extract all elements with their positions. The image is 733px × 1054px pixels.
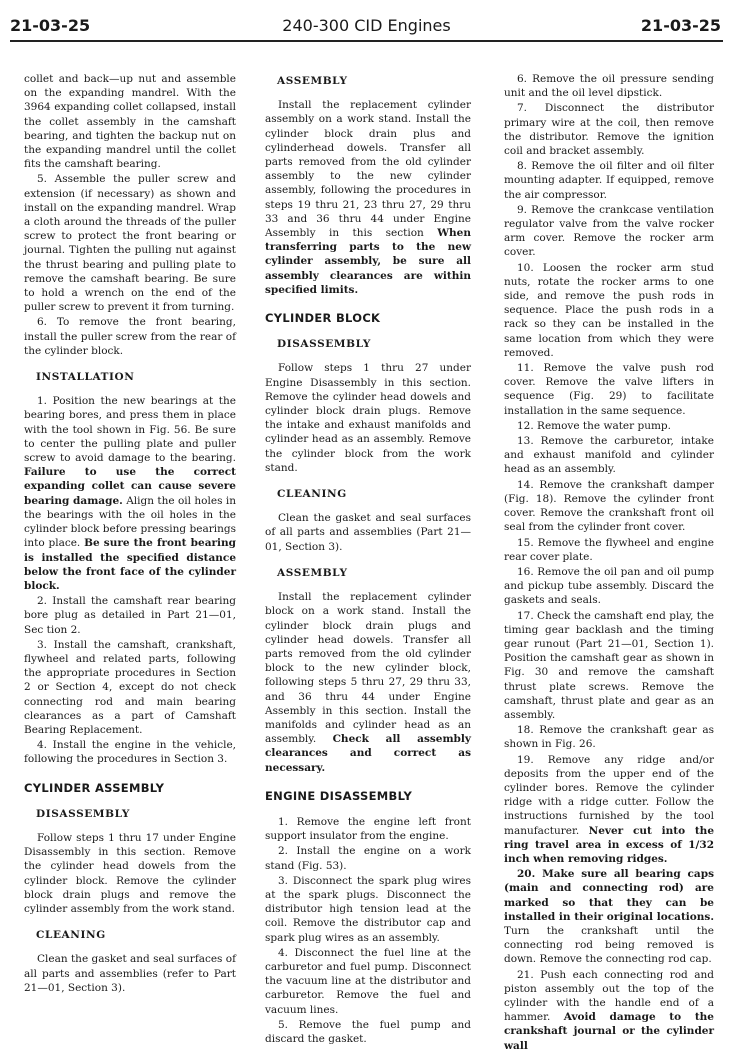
engine-step-1: 1. Remove the engine left front support insulator from the engine.	[265, 815, 471, 843]
heading-assembly-2: ASSEMBLY	[277, 566, 348, 579]
heading-disassembly-2: DISASSEMBLY	[277, 338, 371, 351]
disassembly-text-2: Follow steps 1 thru 27 under Engine Disassembly in this section. Remove the cylinder head dowels and cylinder block drain plugs. Remove the intake and exhaust manifolds and cylinder head as an assembly. Remove the cylinder block from the work stand.	[265, 362, 471, 474]
engine-step-16: 16. Remove the oil pan and oil pump and pickup tube assembly. Discard the gaskets and seals.	[504, 565, 714, 607]
assembly-text: Install the replacement cylinder assembly on a work stand. Install the cylinder block drain plus and cylinderhead dowels. Transfer all parts removed from the old cylinder assembly to the new cylinder assembly, following the procedures in steps 19 thru 21, 23 thru 27, 29 thru 33 and 36 thru 44 under Engine Assembly in this section When transferring parts to the new cylinder assembly, be sure all assembly clearances are within specified limits.	[265, 99, 471, 296]
heading-cleaning-2: CLEANING	[277, 488, 347, 501]
assembly-text-2: Install the replacement cylinder block on a work stand. Install the cylinder block drain plugs and cylinder head dowels. Transfer all parts removed from the old cylinder block to the new cylinder block, following steps 5 thru 27, 29 thru 33, and 36 thru 44 under Engine Assembly in this section. Install the manifolds and cylinder head as an assembly. Check all assembly clearances and correct as necessary.	[265, 591, 471, 774]
engine-step-8: 8. Remove the oil filter and oil filter mounting adapter. If equipped, remove the air compressor.	[504, 160, 714, 201]
engine-step-10: 10. Loosen the rocker arm stud nuts, rotate the rocker arms to one side, and remove the push rods in sequence. Place the push rods in a rack so they can be installed in the same location from which they were removed.	[504, 261, 714, 359]
engine-step-14: 14. Remove the crankshaft damper (Fig. 18). Remove the cylinder front cover. Remove the crankshaft front oil seal from the cylinder front cover.	[504, 478, 714, 534]
heading-cylinder-assembly: CYLINDER ASSEMBLY	[24, 780, 165, 795]
engine-step-7: 7. Disconnect the distributor primary wire at the coil, then remove the distributor. Remove the ignition coil and bracket assembly.	[504, 102, 714, 158]
column-1	[24, 72, 236, 996]
engine-step-21: 21. Push each connecting rod and piston assembly out the top of the cylinder with the handle end of a hammer. Avoid damage to the crankshaft journal or the cylinder wall	[504, 968, 714, 1052]
engine-step-6: 6. Remove the oil pressure sending unit and the oil level dipstick.	[504, 73, 714, 100]
engine-step-9: 9. Remove the crankcase ventilation regulator valve from the valve rocker arm cover. Remove the rocker arm cover.	[504, 203, 714, 259]
column-3	[504, 72, 714, 1054]
page-number-right: 21-03-25	[640, 16, 721, 35]
heading-assembly: ASSEMBLY	[277, 75, 348, 87]
cleaning-text: Clean the gasket and seal surfaces of all parts and assemblies (refer to Part 21—01, Section 3).	[24, 953, 236, 994]
page-number-left: 21-03-25	[10, 16, 91, 35]
disassembly-text: Follow steps 1 thru 17 under Engine Disassembly in this section. Remove the cylinder head dowels from the cylinder block. Remove the cylinder block drain plugs and remove the cylinder assembly from the work stand.	[24, 831, 236, 915]
paragraph: collet and back—up nut and assemble on the expanding mandrel. With the 3964 expanding collet collapsed, install the collet assembly in the camshaft bearing, and tighten the backup nut on the expanding mandrel until the collet fits the camshaft bearing.	[24, 73, 236, 171]
engine-step-17: 17. Check the camshaft end play, the timing gear backlash and the timing gear runout (Part 21—01, Section 1). Position the camshaft gear as shown in Fig. 30 and remove the camshaft thrust plate screws. Remove the camshaft, thrust plate and gear as an assembly.	[504, 609, 714, 721]
engine-step-19: 19. Remove any ridge and/or deposits from the upper end of the cylinder bores. Remove the cylinder ridge with a ridge cutter. Follow the instructions furnished by the tool manufacturer. Never cut into the ring travel area in excess of 1/32 inch when removing ridges.	[504, 753, 714, 865]
install-step-4: 4. Install the engine in the vehicle, following the procedures in Section 3.	[24, 739, 236, 766]
column-2	[265, 68, 471, 1047]
heading-installation: INSTALLATION	[36, 371, 135, 384]
heading-cylinder-block: CYLINDER BLOCK	[265, 311, 381, 326]
step-5: 5. Assemble the puller screw and extension (if necessary) as shown and install on the expanding mandrel. Wrap a cloth around the threads of the puller screw to protect the front bearing or journal. Tighten the pulling nut against the thrust bearing and pulling plate to remove the camshaft bearing. Be sure to hold a wrench on the end of the puller screw to prevent it from turning.	[24, 173, 236, 314]
heading-cleaning: CLEANING	[36, 929, 106, 942]
install-step-3: 3. Install the camshaft, crankshaft, flywheel and related parts, following the appropriate procedures in Section 2 or Section 4, except do not check connecting rod and main bearing clearances as a part of Camshaft Bearing Replacement.	[24, 638, 236, 736]
section-title: 240-300 CID Engines	[282, 16, 451, 35]
page-header	[0, 14, 733, 42]
cleaning-text-2: Clean the gasket and seal surfaces of all parts and assemblies (Part 21—01, Section 3).	[265, 512, 471, 553]
engine-step-15: 15. Remove the flywheel and engine rear cover plate.	[504, 536, 714, 563]
engine-step-11: 11. Remove the valve push rod cover. Remove the valve lifters in sequence (Fig. 29) to facilitate installation in the same sequence.	[504, 362, 714, 417]
engine-step-18: 18. Remove the crankshaft gear as shown in Fig. 26.	[504, 724, 714, 751]
install-step-1: 1. Position the new bearings at the bearing bores, and press them in place with the tool shown in Fig. 56. Be sure to center the pulling plate and puller screw to avoid damage to the bearing. Failure to use the correct expanding collet can cause severe bearing damage. Align the oil holes in the bearings with the oil holes in the cylinder block before pressing bearings into place. Be sure the front bearing is installed the specified distance below the front face of the cylinder block.	[24, 395, 236, 592]
engine-step-13: 13. Remove the carburetor, intake and exhaust manifold and cylinder head as an assembly.	[504, 435, 714, 476]
engine-step-5: 5. Remove the fuel pump and discard the gasket.	[265, 1018, 471, 1045]
heading-engine-disassembly: ENGINE DISASSEMBLY	[265, 788, 413, 803]
step-6: 6. To remove the front bearing, install the puller screw from the rear of the cylinder block.	[24, 316, 236, 357]
engine-step-3: 3. Disconnect the spark plug wires at the spark plugs. Disconnect the distributor high tension lead at the coil. Remove the distributor cap and spark plug wires as an assembly.	[265, 874, 471, 944]
engine-step-4: 4. Disconnect the fuel line at the carburetor and fuel pump. Disconnect the vacuum line at the distributor and carburetor. Remove the fuel and vacuum lines.	[265, 946, 471, 1016]
heading-disassembly: DISASSEMBLY	[36, 807, 130, 820]
engine-step-20: 20. Make sure all bearing caps (main and connecting rod) are marked so that they can be installed in their original locations. Turn the crankshaft until the connecting rod being removed is down. Remove the connecting rod cap.	[504, 868, 714, 966]
install-step-2: 2. Install the camshaft rear bearing bore plug as detailed in Part 21—01, Sec tion 2.	[24, 595, 236, 636]
engine-step-12: 12. Remove the water pump.	[517, 419, 671, 432]
header-rule	[10, 40, 723, 42]
engine-step-2: 2. Install the engine on a work stand (Fig. 53).	[265, 845, 471, 872]
